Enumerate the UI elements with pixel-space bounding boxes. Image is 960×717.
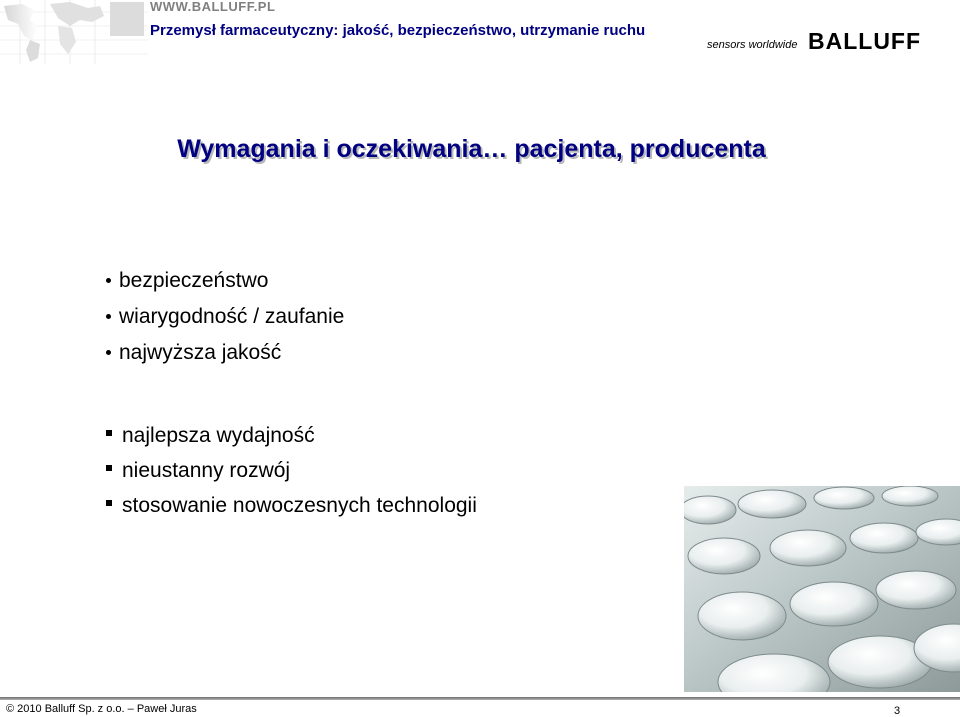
pills-blister-photo <box>684 486 960 692</box>
slide-header <box>0 0 960 66</box>
list-item: stosowanie nowoczesnych technologii <box>106 488 477 523</box>
header-square <box>110 2 144 36</box>
footer-divider <box>0 697 960 700</box>
bullet-dot-icon <box>106 350 111 355</box>
bullet-square-icon <box>106 430 112 436</box>
bullet-square-icon <box>106 500 112 506</box>
footer-copyright: © 2010 Balluff Sp. z o.o. – Paweł Juras <box>6 703 197 715</box>
page-number: 3 <box>894 705 901 717</box>
patient-expectations-list <box>106 263 344 371</box>
list-item: wiarygodność / zaufanie <box>106 299 344 335</box>
website-url[interactable]: WWW.BALLUFF.PL <box>150 0 276 14</box>
slide-title: Wymagania i oczekiwania… pacjenta, producenta <box>177 135 766 163</box>
bullet-dot-icon <box>106 278 111 283</box>
presentation-title: Przemysł farmaceutyczny: jakość, bezpieczeństwo, utrzymanie ruchu <box>150 22 646 39</box>
balluff-logo: BALLUFF <box>808 28 922 54</box>
bullet-dot-icon <box>106 314 111 319</box>
list-item: nieustanny rozwój <box>106 453 477 488</box>
list-item: bezpieczeństwo <box>106 263 344 299</box>
producer-expectations-list <box>106 418 477 523</box>
company-tagline: sensors worldwide <box>707 39 798 51</box>
list-item: najwyższa jakość <box>106 335 344 371</box>
list-item: najlepsza wydajność <box>106 418 477 453</box>
bullet-square-icon <box>106 465 112 471</box>
